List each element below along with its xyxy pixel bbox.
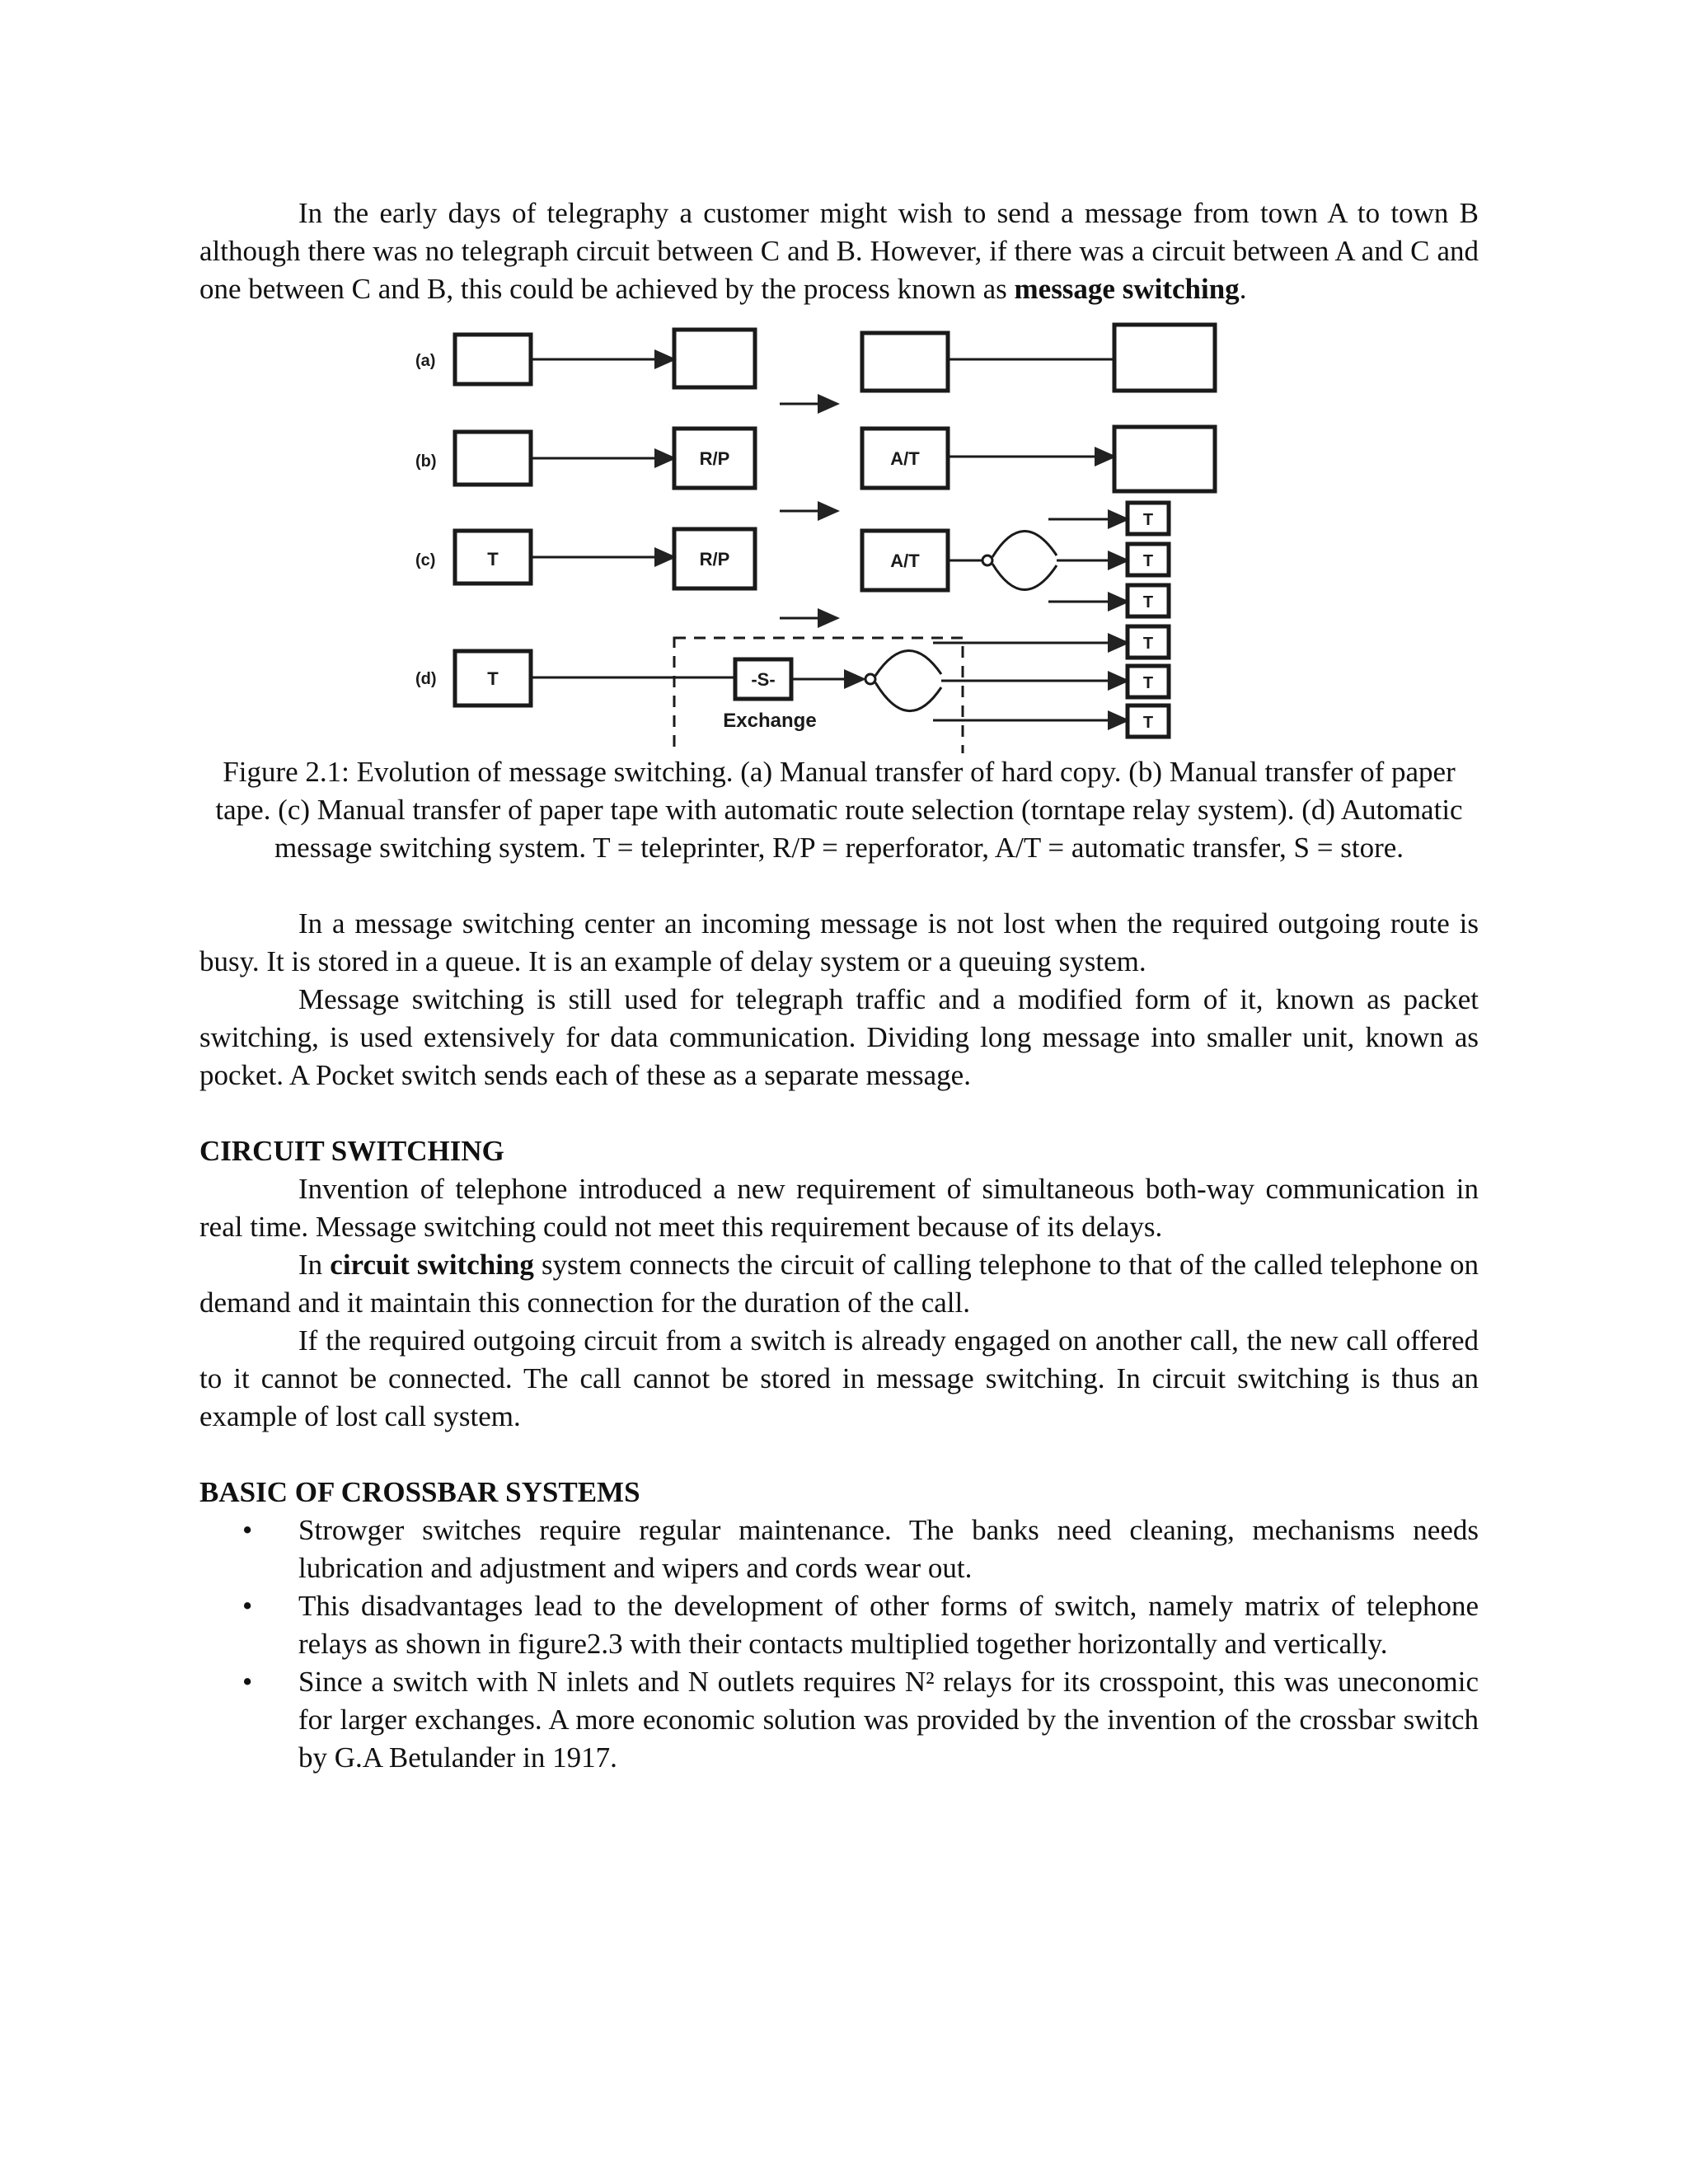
circuit-paragraph-2: In circuit switching system connects the circuit of calling telephone to that of the called telephone on demand and it maintain this connection for the duration of the call. <box>199 1249 1479 1319</box>
circuit-switching-term: circuit switching <box>330 1249 534 1281</box>
row-c-t-out-label-2: T <box>1142 552 1154 570</box>
figure-caption: Figure 2.1: Evolution of message switching. (a) Manual transfer of hard copy. (b) Manual transfer of paper tape. (c) Manual transfer of paper tape with automatic route selection (torntape relay system). (d) Automatic message switching system. T = teleprinter, R/P = reperforator, A/T = automatic transfer, S = store. <box>215 756 1463 864</box>
exchange-dashed-box <box>674 638 963 753</box>
row-label-a: (a) <box>415 352 436 370</box>
message-switching-term: message switching <box>1014 273 1240 305</box>
row-c-rp-label: R/P <box>699 549 730 569</box>
row-b-source-box <box>455 432 531 485</box>
row-d-t-out-label-1: T <box>1142 635 1154 653</box>
packet-paragraph: Message switching is still used for telegraph traffic and a modified form of it, known as packet switching, is used extensively for data communication. Dividing long message into smaller unit, known as pocket. A Pocket switch sends each of these as a separate message. <box>199 983 1479 1091</box>
figure-2-1 <box>199 308 1479 753</box>
list-item: • Since a switch with N inlets and N outlets requires N² relays for its crosspoint, this was uneconomic for larger exchanges. A more economic solution was provided by the invention of the crossbar switch by G.A Betulander in 1917. <box>199 1663 1479 1777</box>
row-label-b: (b) <box>415 452 437 471</box>
row-a-second-source-box <box>862 333 948 391</box>
exchange-label: Exchange <box>723 710 817 732</box>
circuit-switching-heading: CIRCUIT SWITCHING <box>199 1135 504 1167</box>
crossbar-heading: BASIC OF CROSSBAR SYSTEMS <box>199 1476 640 1508</box>
circuit-paragraph-1: Invention of telephone introduced a new requirement of simultaneous both-way communication in real time. Message switching could not meet this requirement because of its delays. <box>199 1173 1479 1243</box>
intro-paragraph: In the early days of telegraphy a customer might wish to send a message from town A to town B although there was no telegraph circuit between C and B. However, if there was a circuit between A and C and one between C and B, this could be achieved by the process known as message switching. <box>199 197 1479 305</box>
row-label-c: (c) <box>415 551 436 569</box>
row-d-t-label: T <box>487 668 499 689</box>
row-d-t-out-label-3: T <box>1142 714 1154 732</box>
queue-paragraph: In a message switching center an incoming message is not lost when the required outgoing route is busy. It is stored in a queue. It is an example of delay system or a queuing system. <box>199 907 1479 977</box>
bullet-icon: • <box>242 1514 253 1546</box>
circuit-paragraph-3: If the required outgoing circuit from a switch is already engaged on another call, the new call offered to it cannot be connected. The call cannot be stored in message switching. In circuit switching is thus an example of lost call system. <box>199 1324 1479 1432</box>
row-b-at-label: A/T <box>890 448 920 469</box>
document-page <box>199 194 1479 1777</box>
row-a-second-dest-box <box>1114 325 1215 391</box>
bullet-icon: • <box>242 1590 253 1622</box>
row-b-dest-box <box>1114 427 1215 491</box>
row-d-t-out-label-2: T <box>1142 674 1154 692</box>
row-c-t-out-label-1: T <box>1142 511 1154 529</box>
bullet-icon: • <box>242 1666 253 1698</box>
row-c-t-label: T <box>487 549 499 569</box>
row-label-d: (d) <box>415 670 437 688</box>
crossbar-list <box>199 1511 1479 1777</box>
list-item: • This disadvantages lead to the development of other forms of switch, namely matrix of telephone relays as shown in figure2.3 with their contacts multiplied together horizontally and vertically. <box>199 1587 1479 1663</box>
row-a-source-box <box>455 335 531 384</box>
message-switching-diagram <box>199 308 1479 753</box>
row-a-dest-box <box>674 330 755 387</box>
store-label: -S- <box>751 669 776 690</box>
list-item: • Strowger switches require regular maintenance. The banks need cleaning, mechanisms needs lubrication and adjustment and wipers and cords wear out. <box>199 1511 1479 1587</box>
row-c-t-out-label-3: T <box>1142 593 1154 612</box>
row-c-at-label: A/T <box>890 551 920 571</box>
row-b-rp-label: R/P <box>699 448 730 469</box>
